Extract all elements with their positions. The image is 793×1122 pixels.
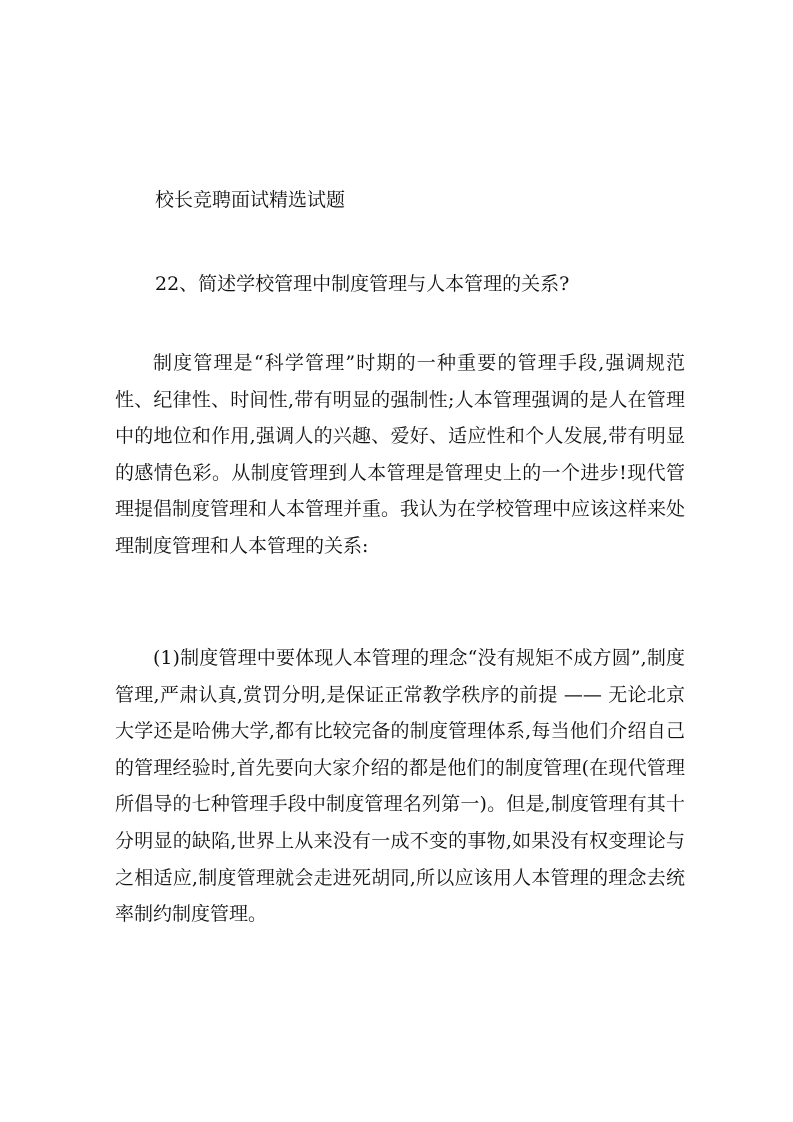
question-heading: 22、简述学校管理中制度管理与人本管理的关系? [155,273,570,295]
answer-paragraph-1: 制度管理是“科学管理”时期的一种重要的管理手段,强调规范性、纪律性、时间性,带有明显的强制性;人本管理强调的是人在管理中的地位和作用,强调人的兴趣、爱好、适应性和个人发展,带有明显的感情色彩。从制度管理到人本管理是管理史上的一个进步!现代管理提倡制度管理和人本管理并重。我认为在学校管理中应该这样来处理制度管理和人本管理的关系: [115,352,686,557]
document-title: 校长竞聘面试精选试题 [155,189,346,211]
answer-paragraph-2: (1)制度管理中要体现人本管理的理念“没有规矩不成方圆”,制度管理,严肃认真,赏罚分明,是保证正常教学秩序的前提 —— 无论北京大学还是哈佛大学,都有比较完备的制度管理体系,每当他们介绍自己的管理经验时,首先要向大家介绍的都是他们的制度管理(在现代管理所倡导的七种管理手段中制度管理名列第一)。但是,制度管理有其十分明显的缺陷,世界上从来没有一成不变的事物,如果没有权变理论与之相适应,制度管理就会走进死胡同,所以应该用人本管理的理念去统率制约制度管理。 [115,647,685,926]
